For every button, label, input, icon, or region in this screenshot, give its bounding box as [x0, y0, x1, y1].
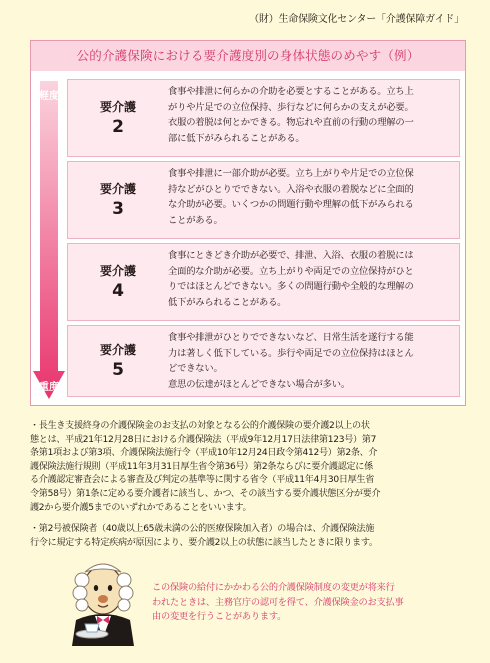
- care-level-number: 4: [112, 281, 124, 301]
- mascot-illustration: [62, 558, 144, 646]
- care-level-description: 食事や排泄がひとりでできないなど、日常生活を遂行する能 力は著しく低下している。歩行や両足での立位保持はほとん どできない。 意思の伝達がほとんどできない場合が多い。: [168, 332, 414, 390]
- care-level-description: 食事や排泄に一部介助が必要。立ち上がりや片足での立位保 持などがひとりでできない。入浴や衣服の着脱などに全面的 な介助が必要。いくつかの問題行動や理解の低下がみられる ことがある。: [168, 168, 414, 226]
- care-level-row-4: [67, 243, 460, 321]
- care-level-row-5: [67, 325, 460, 397]
- care-level-number: 3: [112, 199, 124, 219]
- note-paragraph-second-insured: ・第2号被保険者（40歳以上65歳未満の公的医療保険加入者）の場合は、介護保険法施 行令に規定する特定疾病が原因により、要介護2以上の状態に該当したときに限ります。: [30, 524, 378, 548]
- care-level-row-3: [67, 161, 460, 239]
- care-level-number: 5: [112, 360, 124, 380]
- footnote: この保険の給付にかかわる公的介護保険制度の変更が将来行 われたときは、主務官庁の認可を得て、介護保険金のお支払事 由の変更を行うことがあります。: [152, 582, 404, 622]
- care-level-label: 要介護: [99, 100, 136, 114]
- arrow-label-mild: 軽度: [39, 91, 59, 102]
- care-level-panel: [30, 40, 466, 406]
- care-level-label: 要介護: [99, 264, 136, 278]
- source-credit: （財）生命保険文化センター「介護保障ガイド」: [249, 14, 464, 25]
- severity-arrow: [31, 81, 69, 401]
- arrow-label-severe: 重度: [39, 382, 59, 393]
- care-level-label: 要介護: [99, 182, 136, 196]
- care-level-label: 要介護: [99, 343, 136, 357]
- care-level-row-2: [67, 79, 460, 157]
- panel-title: 公的介護保険における要介護度別の身体状態のめやす（例）: [31, 41, 465, 71]
- care-level-description: 食事や排泄に何らかの介助を必要とすることがある。立ち上 がりや片足での立位保持、歩行などに何らかの支えが必要。 衣服の着脱は何とかできる。物忘れや直前の行動の理解の一 部に低下がみられることがある。: [168, 86, 414, 144]
- note-paragraph-definition: ・長生き支援終身の介護保険金のお支払の対象となる公的介護保険の要介護2以上の状 態とは、平成21年12月28日における介護保険法（平成9年12月17日法律第123号）第7 条第1項および第3項、介護保険法施行令（平成10年12月24日政令第412号）第2条、介 護保険法施行規則（平成11年3月31日厚生省令第36号）第2条ならびに要介護認定に係 る介護認定審査会による審査及び判定の基準等に関する省令（平成11年4月30日厚生省 令第58号）第1条に定める要介護者に該当し、かつ、その該当する要介護状態区分が要介 護2から要介護5までのいずれかであることをいいます。: [30, 421, 381, 513]
- care-level-description: 食事にときどき介助が必要で、排泄、入浴、衣服の着脱には 全面的な介助が必要。立ち上がりや両足での立位保持がひと りではほとんどできない。多くの問題行動や全般的な理解の 低下がみられることがある。: [168, 250, 414, 308]
- notes-section: [30, 420, 468, 558]
- care-level-number: 2: [112, 117, 124, 137]
